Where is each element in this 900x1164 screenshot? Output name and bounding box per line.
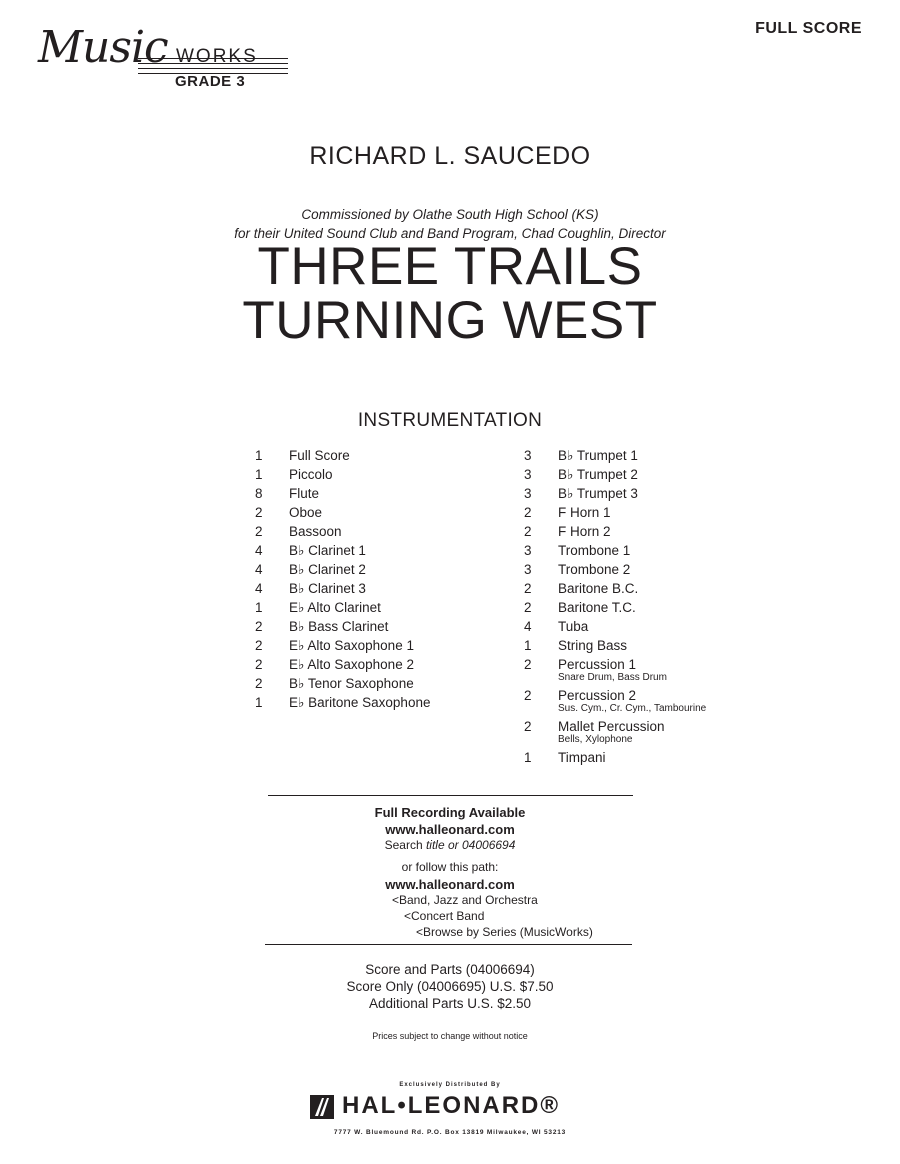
title-line-2: TURNING WEST <box>242 291 658 350</box>
instrument-name: B♭ Bass Clarinet <box>289 619 389 634</box>
instrument-quantity: 4 <box>524 619 532 634</box>
instrument-quantity: 2 <box>255 676 263 691</box>
instrument-name: E♭ Alto Saxophone 1 <box>289 638 414 653</box>
instrument-quantity: 2 <box>524 600 532 615</box>
instrument-row <box>524 719 764 750</box>
instrument-quantity: 1 <box>255 448 263 463</box>
instrument-row <box>255 562 495 581</box>
instrument-quantity: 1 <box>255 467 263 482</box>
instrument-name: String Bass <box>558 638 628 653</box>
hal-leonard-logo <box>310 1092 590 1124</box>
instrumentation-right-column <box>524 448 764 769</box>
instrument-name: Trombone 2 <box>558 562 631 577</box>
instrument-quantity: 2 <box>524 505 532 520</box>
title-line-1: THREE TRAILS <box>257 237 643 296</box>
divider-bottom <box>265 944 632 945</box>
instrument-row <box>255 695 495 714</box>
instrument-quantity: 2 <box>255 619 263 634</box>
commission-line-2: for their United Sound Club and Band Program, Chad Coughlin, Director <box>234 226 666 241</box>
recording-url[interactable]: www.halleonard.com <box>385 822 515 837</box>
instrumentation-heading: INSTRUMENTATION <box>357 410 543 431</box>
instrument-name: B♭ Clarinet 2 <box>289 562 366 577</box>
instrument-row <box>255 657 495 676</box>
instrument-row <box>255 600 495 619</box>
price-note: Prices subject to change without notice <box>372 1031 528 1041</box>
instrument-name: Tuba <box>558 619 589 634</box>
instrument-name: B♭ Clarinet 1 <box>289 543 366 558</box>
instrument-quantity: 3 <box>524 486 532 501</box>
instrument-name: Baritone B.C. <box>558 581 639 596</box>
instrument-quantity: 2 <box>524 657 532 672</box>
recording-follow: or follow this path: <box>401 860 499 874</box>
instrument-quantity: 8 <box>255 486 263 501</box>
instrument-name: Full Score <box>289 448 350 463</box>
logo-works: WORKS <box>176 46 258 67</box>
instrument-quantity: 2 <box>255 638 263 653</box>
instrument-quantity: 3 <box>524 543 532 558</box>
path-step-2: <Concert Band <box>404 909 485 923</box>
instrument-quantity: 1 <box>524 638 532 653</box>
recording-url-2[interactable]: www.halleonard.com <box>385 877 515 892</box>
instrument-row <box>524 524 764 543</box>
publisher-address: 7777 W. Bluemound Rd. P.O. Box 13819 Milwaukee, WI 53213 <box>333 1129 567 1136</box>
instrument-row <box>524 562 764 581</box>
instrument-row <box>255 505 495 524</box>
instrument-row <box>255 467 495 486</box>
instrument-row <box>524 448 764 467</box>
instrument-name: B♭ Clarinet 3 <box>289 581 366 596</box>
instrument-quantity: 1 <box>255 695 263 710</box>
instrument-name: B♭ Tenor Saxophone <box>289 676 414 691</box>
distributed-by: Exclusively Distributed By <box>399 1082 501 1088</box>
instrument-row <box>255 486 495 505</box>
instrument-quantity: 4 <box>255 543 263 558</box>
instrument-detail: Bells, Xylophone <box>558 734 633 745</box>
instrument-quantity: 2 <box>524 581 532 596</box>
instrument-quantity: 2 <box>255 524 263 539</box>
instrument-quantity: 2 <box>524 688 532 703</box>
instrument-detail: Snare Drum, Bass Drum <box>558 672 667 683</box>
instrument-name: Oboe <box>289 505 323 520</box>
instrument-name: B♭ Trumpet 1 <box>558 448 638 463</box>
path-step-3: <Browse by Series (MusicWorks) <box>416 925 593 939</box>
instrument-row <box>255 543 495 562</box>
recording-heading: Full Recording Available <box>374 805 526 820</box>
instrument-quantity: 2 <box>255 505 263 520</box>
instrument-name: Baritone T.C. <box>558 600 636 615</box>
price-line-2: Score Only (04006695) U.S. $7.50 <box>346 979 554 994</box>
instrument-name: F Horn 1 <box>558 505 611 520</box>
instrument-quantity: 2 <box>255 657 263 672</box>
instrument-row <box>524 688 764 719</box>
price-line-3: Additional Parts U.S. $2.50 <box>368 996 532 1011</box>
instrument-row <box>524 619 764 638</box>
divider-top <box>268 795 633 796</box>
instrument-name: Trombone 1 <box>558 543 631 558</box>
instrument-name: Flute <box>289 486 320 501</box>
path-step-1: <Band, Jazz and Orchestra <box>392 893 538 907</box>
composer-name: RICHARD L. SAUCEDO <box>309 142 591 170</box>
instrument-quantity: 3 <box>524 562 532 577</box>
instrument-name: B♭ Trumpet 2 <box>558 467 638 482</box>
instrument-name: Percussion 2 <box>558 688 637 703</box>
instrument-row <box>255 619 495 638</box>
instrument-name: F Horn 2 <box>558 524 611 539</box>
search-prefix: Search <box>384 838 426 852</box>
instrument-quantity: 1 <box>255 600 263 615</box>
instrument-quantity: 2 <box>524 524 532 539</box>
instrument-row <box>524 600 764 619</box>
instrument-name: E♭ Alto Saxophone 2 <box>289 657 414 672</box>
recording-search-hint <box>0 838 900 852</box>
instrument-row <box>524 505 764 524</box>
instrument-quantity: 3 <box>524 448 532 463</box>
commission-line-1: Commissioned by Olathe South High School (KS) <box>301 207 599 222</box>
instrument-name: Mallet Percussion <box>558 719 665 734</box>
search-title: title <box>425 838 445 852</box>
logo-script: Music <box>38 22 168 73</box>
search-code: 04006694 <box>462 838 516 852</box>
grade-label: GRADE 3 <box>175 73 246 90</box>
instrument-quantity: 4 <box>255 581 263 596</box>
instrument-row <box>524 581 764 600</box>
instrument-name: E♭ Alto Clarinet <box>289 600 381 615</box>
instrument-quantity: 2 <box>524 719 532 734</box>
price-line-1: Score and Parts (04006694) <box>365 962 535 977</box>
instrument-quantity: 1 <box>524 750 532 765</box>
instrument-name: Percussion 1 <box>558 657 637 672</box>
instrument-name: B♭ Trumpet 3 <box>558 486 638 501</box>
instrument-name: E♭ Baritone Saxophone <box>289 695 431 710</box>
musicworks-logo <box>38 22 268 102</box>
search-or: or <box>444 838 462 852</box>
instrument-name: Bassoon <box>289 524 342 539</box>
piece-title <box>0 237 900 350</box>
instrument-name: Piccolo <box>289 467 333 482</box>
instrument-row <box>255 581 495 600</box>
instrument-name: Timpani <box>558 750 606 765</box>
instrument-row <box>524 543 764 562</box>
score-type-label: FULL SCORE <box>755 20 862 37</box>
publisher-name: HAL•LEONARD® <box>342 1092 561 1119</box>
instrument-row <box>524 750 764 769</box>
instrumentation-left-column <box>255 448 495 714</box>
instrument-quantity: 3 <box>524 467 532 482</box>
instrument-row <box>255 676 495 695</box>
instrument-row <box>524 467 764 486</box>
instrument-detail: Sus. Cym., Cr. Cym., Tambourine <box>558 703 707 714</box>
instrument-row <box>255 638 495 657</box>
hal-leonard-mark-icon <box>310 1095 334 1119</box>
instrument-quantity: 4 <box>255 562 263 577</box>
instrument-row <box>524 638 764 657</box>
instrument-row <box>524 657 764 688</box>
instrument-row <box>524 486 764 505</box>
instrument-row <box>255 524 495 543</box>
instrument-row <box>255 448 495 467</box>
